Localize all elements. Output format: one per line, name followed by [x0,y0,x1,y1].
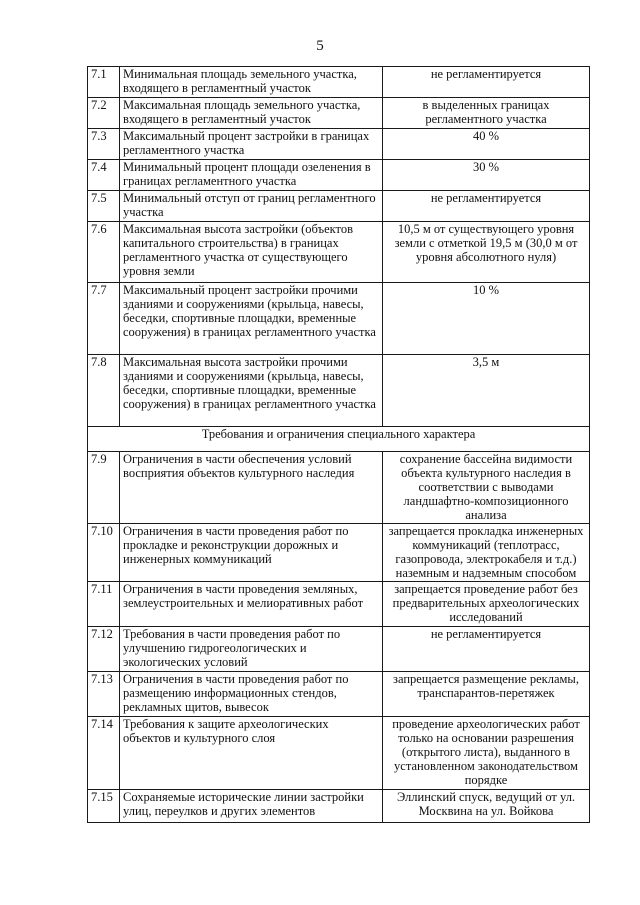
page-number: 5 [316,38,324,54]
row-number: 7.13 [88,672,120,717]
row-number: 7.10 [88,524,120,582]
row-value: 30 % [383,160,590,191]
table-row [88,98,590,129]
table-row [88,222,590,283]
row-number: 7.2 [88,98,120,129]
row-parameter: Максимальный процент застройки в границах регламентного участка [120,129,383,160]
row-number: 7.15 [88,790,120,823]
section-header-row [88,427,590,452]
row-number: 7.12 [88,627,120,672]
table-row [88,283,590,355]
section-title: Требования и ограничения специального характера [88,427,590,452]
table-row [88,191,590,222]
row-parameter: Максимальная площадь земельного участка, входящего в регламентный участок [120,98,383,129]
row-parameter: Ограничения в части проведения работ по прокладке и реконструкции дорожных и инженерных коммуникаций [120,524,383,582]
row-value: проведение археологических работ только на основании разрешения (открытого листа), выданного в установленном законодательством порядке [383,717,590,790]
table-row [88,524,590,582]
row-value: в выделенных границах регламентного участка [383,98,590,129]
row-number: 7.14 [88,717,120,790]
row-number: 7.3 [88,129,120,160]
row-parameter: Требования в части проведения работ по улучшению гидрогеологических и экологических условий [120,627,383,672]
table-row [88,582,590,627]
row-number: 7.1 [88,67,120,98]
row-value: сохранение бассейна видимости объекта культурного наследия в соответствии с выводами ландшафтно-композиционного анализа [383,452,590,524]
row-number: 7.7 [88,283,120,355]
row-value: не регламентируется [383,627,590,672]
row-parameter: Требования к защите археологических объектов и культурного слоя [120,717,383,790]
row-number: 7.9 [88,452,120,524]
row-value: запрещается прокладка инженерных коммуникаций (теплотрасс, газопровода, электрокабеля и т.д.) наземным и надземным способом [383,524,590,582]
table-row [88,452,590,524]
row-value: Эллинский спуск, ведущий от ул. Москвина на ул. Войкова [383,790,590,823]
row-parameter: Минимальный процент площади озеленения в границах регламентного участка [120,160,383,191]
row-number: 7.4 [88,160,120,191]
row-parameter: Максимальная высота застройки (объектов капитального строительства) в границах регламентного участка от существующего уровня земли [120,222,383,283]
table-row [88,355,590,427]
row-value: 3,5 м [383,355,590,427]
row-number: 7.6 [88,222,120,283]
row-parameter: Ограничения в части проведения земляных, землеустроительных и мелиоративных работ [120,582,383,627]
row-parameter: Минимальная площадь земельного участка, входящего в регламентный участок [120,67,383,98]
table-row [88,627,590,672]
row-number: 7.5 [88,191,120,222]
row-value: 10 % [383,283,590,355]
row-parameter: Максимальный процент застройки прочими зданиями и сооружениями (крыльца, навесы, беседки, спортивные площадки, временные сооружения) в границах регламентного участка [120,283,383,355]
table-row [88,717,590,790]
row-parameter: Сохраняемые исторические линии застройки улиц, переулков и других элементов [120,790,383,823]
table-row [88,67,590,98]
row-value: не регламентируется [383,67,590,98]
row-value: 40 % [383,129,590,160]
row-value: запрещается размещение рекламы, транспарантов-перетяжек [383,672,590,717]
table-row [88,790,590,823]
table-row [88,160,590,191]
row-value: 10,5 м от существующего уровня земли с отметкой 19,5 м (30,0 м от уровня абсолютного нуля) [383,222,590,283]
row-number: 7.8 [88,355,120,427]
row-value: запрещается проведение работ без предварительных археологических исследований [383,582,590,627]
table-row [88,672,590,717]
table-row [88,129,590,160]
row-parameter: Ограничения в части проведения работ по размещению информационных стендов, рекламных щитов, вывесок [120,672,383,717]
row-parameter: Максимальная высота застройки прочими зданиями и сооружениями (крыльца, навесы, беседки, спортивные площадки, временные сооружения) в границах регламентного участка [120,355,383,427]
row-number: 7.11 [88,582,120,627]
row-parameter: Минимальный отступ от границ регламентного участка [120,191,383,222]
row-value: не регламентируется [383,191,590,222]
regulations-table [87,66,590,823]
row-parameter: Ограничения в части обеспечения условий восприятия объектов культурного наследия [120,452,383,524]
